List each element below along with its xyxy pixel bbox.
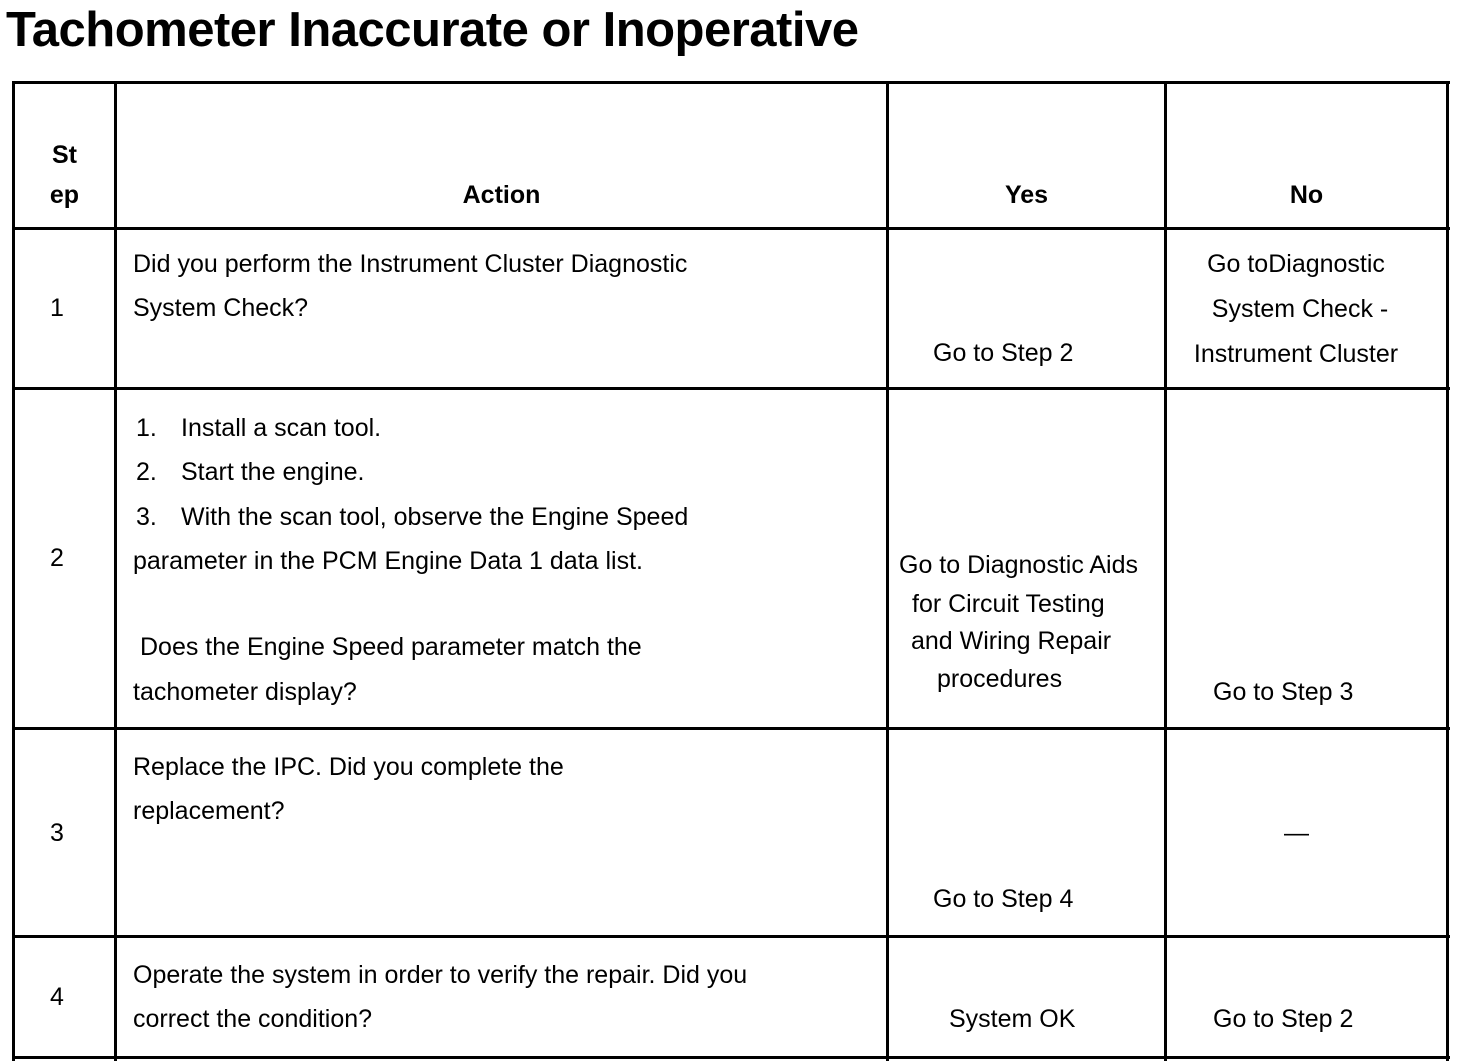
yes-result-line: and Wiring Repair	[911, 627, 1112, 655]
list-number: 3.	[136, 503, 157, 531]
row-divider	[12, 727, 1450, 730]
action-text: correct the condition?	[133, 1005, 373, 1033]
action-text: parameter in the PCM Engine Data 1 data list.	[133, 547, 643, 575]
step-number: 3	[50, 819, 64, 847]
action-text: Operate the system in order to verify the repair. Did you	[133, 961, 748, 989]
no-result: Go to Step 2	[1213, 1005, 1354, 1033]
step-number: 2	[50, 544, 64, 572]
header-no: No	[1289, 181, 1324, 209]
header-step-line1: St	[52, 141, 77, 169]
yes-result-line: procedures	[937, 665, 1063, 693]
step-number: 4	[50, 983, 64, 1011]
yes-result: Go to Step 4	[933, 885, 1074, 913]
action-text: System Check?	[133, 294, 309, 322]
yes-result: System OK	[949, 1005, 1076, 1033]
table-border-top	[12, 81, 1450, 84]
column-divider	[886, 81, 889, 1061]
header-step	[15, 140, 114, 210]
row-divider	[12, 387, 1450, 390]
column-divider	[1164, 81, 1167, 1061]
page-title: Tachometer Inaccurate or Inoperative	[6, 3, 859, 57]
action-text: replacement?	[133, 797, 285, 825]
list-text: With the scan tool, observe the Engine Speed	[181, 503, 689, 531]
table-border-right	[1446, 81, 1449, 1061]
list-text: Start the engine.	[181, 458, 365, 486]
list-number: 2.	[136, 458, 157, 486]
step-number: 1	[50, 294, 64, 322]
no-result-line: Instrument Cluster	[1193, 340, 1399, 368]
column-divider	[114, 81, 117, 1061]
header-yes: Yes	[1004, 181, 1049, 209]
action-text: tachometer display?	[133, 678, 357, 706]
no-result: Go to Step 3	[1213, 678, 1354, 706]
yes-result-line: Go to Diagnostic Aids	[899, 551, 1139, 579]
no-result	[1167, 249, 1425, 384]
list-text: Install a scan tool.	[181, 414, 382, 442]
table-border-bottom	[12, 1056, 1450, 1059]
no-result: —	[1284, 819, 1309, 847]
yes-result-line: for Circuit Testing	[912, 590, 1105, 618]
no-result-line: System Check -	[1211, 295, 1389, 323]
header-step-line2: ep	[49, 181, 80, 209]
action-text: Does the Engine Speed parameter match the	[140, 633, 642, 661]
list-number: 1.	[136, 414, 157, 442]
no-result-line: Go toDiagnostic	[1207, 250, 1385, 278]
action-text: Replace the IPC. Did you complete the	[133, 753, 564, 781]
header-action: Action	[462, 181, 541, 209]
row-divider	[12, 935, 1450, 938]
action-text: Did you perform the Instrument Cluster Diagnostic	[133, 250, 688, 278]
yes-result: Go to Step 2	[933, 339, 1074, 367]
header-divider	[12, 227, 1450, 230]
